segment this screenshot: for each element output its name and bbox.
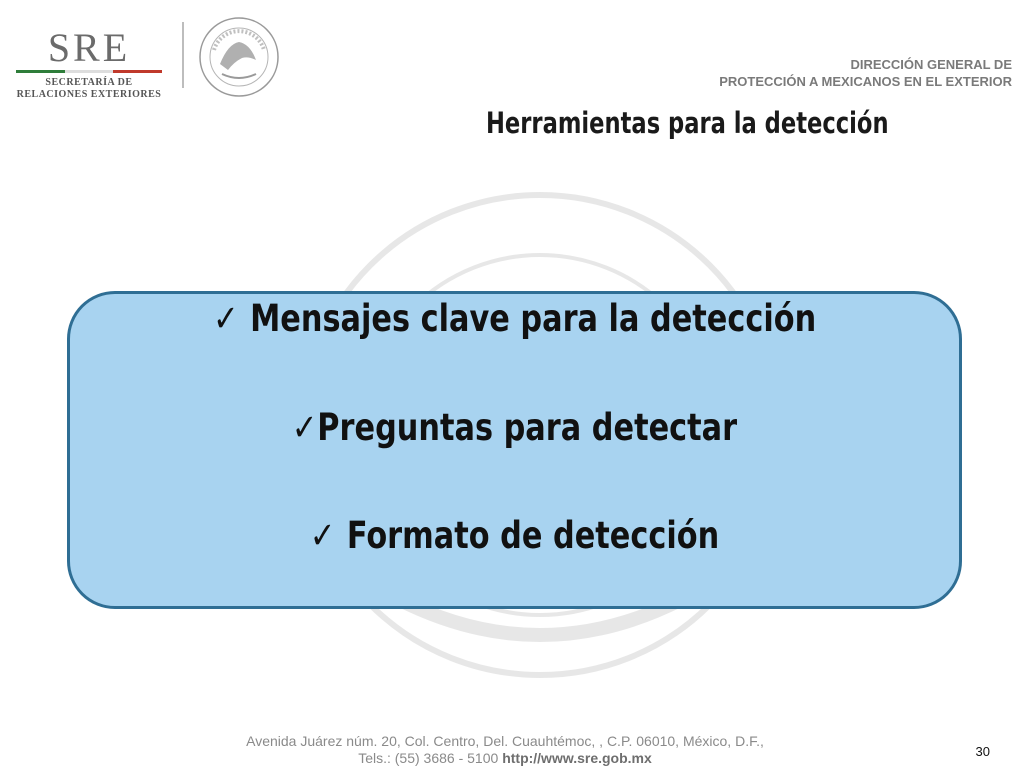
seal-icon: [198, 16, 280, 98]
logo-subtitle-line2: RELACIONES EXTERIORES: [16, 89, 162, 100]
footer-address: Avenida Juárez núm. 20, Col. Centro, Del. Cuauhtémoc, , C.P. 06010, México, D.F.,: [246, 733, 764, 749]
sre-logo-text: SRE: [47, 25, 131, 70]
logo-subtitle-line1: SECRETARÍA DE: [45, 77, 133, 88]
footer-contact: [200, 750, 810, 767]
footer-url[interactable]: http://www.sre.gob.mx: [502, 750, 652, 766]
check-icon: ✓: [309, 514, 336, 557]
checklist-item-label: Preguntas para detectar: [317, 406, 738, 449]
flag-stripe: [16, 70, 162, 73]
check-icon: ✓: [291, 406, 318, 449]
slide-title: Herramientas para la detección: [486, 106, 889, 140]
checklist-box: [67, 291, 962, 609]
department-line2: PROTECCIÓN A MEXICANOS EN EL EXTERIOR: [719, 74, 1012, 89]
department-header: [719, 56, 1012, 90]
checklist-item-label: Formato de detección: [346, 514, 720, 557]
footer-phone: Tels.: (55) 3686 - 5100: [358, 750, 499, 766]
checklist-item: [70, 514, 959, 557]
footer: [200, 733, 810, 767]
page-number: 30: [975, 744, 990, 759]
checklist-item: [70, 297, 959, 340]
logo-divider: [182, 22, 184, 88]
department-line1: DIRECCIÓN GENERAL DE: [850, 57, 1012, 72]
check-icon: ✓: [212, 297, 239, 340]
sre-logo: [14, 25, 164, 101]
checklist-item-label: Mensajes clave para la detección: [249, 297, 817, 340]
checklist-item: [70, 406, 959, 449]
